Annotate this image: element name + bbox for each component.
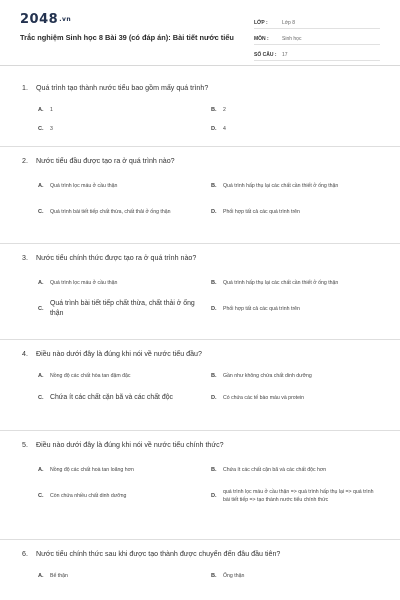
question-header (22, 349, 384, 360)
logo-suffix: .vn (59, 16, 72, 23)
meta-subject (254, 30, 380, 45)
answer-option[interactable] (38, 119, 208, 138)
answer-letter: C. (38, 125, 44, 132)
answer-grid (22, 100, 384, 138)
meta-value: 17 (282, 52, 288, 58)
answer-text: Quá trình bài tiết tiếp chất thừa, chất thải ở ống thận (50, 300, 195, 317)
answer-letter: B. (211, 280, 217, 286)
answer-text: 2 (223, 106, 226, 113)
question-header (22, 156, 384, 167)
question-list (0, 74, 400, 600)
answer-option[interactable] (211, 173, 381, 199)
question-number: 4. (22, 350, 28, 358)
answer-text: Chứa ít các chất cặn bã và các chất độc hơn (223, 467, 327, 473)
answer-option[interactable] (38, 483, 208, 509)
answer-grid (22, 270, 384, 322)
answer-text: Nồng độ các chất hoà tan loãng hơn (50, 467, 134, 473)
answer-letter: D. (211, 306, 217, 312)
quiz-meta (254, 14, 380, 62)
meta-grade (254, 14, 380, 29)
answer-letter: D. (211, 209, 217, 215)
answer-grid (22, 457, 384, 509)
answer-letter: D. (211, 493, 217, 499)
answer-letter: B. (211, 467, 217, 473)
page-header (0, 0, 400, 66)
answer-text: Phối hợp tất cả các quá trình trên (223, 306, 300, 312)
answer-option[interactable] (211, 100, 381, 119)
answer-letter: C. (38, 395, 44, 401)
answer-option[interactable] (211, 119, 381, 138)
answer-text: Quá trình lọc máu ở cầu thận (50, 183, 118, 189)
question-block (0, 431, 400, 540)
question-text: Nước tiểu đầu được tạo ra ở quá trình nào? (36, 157, 175, 165)
question-text: Quá trình tạo thành nước tiểu bao gồm mấy quá trình? (36, 84, 209, 92)
answer-text: Quá trình hấp thụ lại các chất cần thiết ở ống thận (223, 183, 339, 189)
question-block (0, 540, 400, 600)
answer-option[interactable] (38, 457, 208, 483)
answer-option[interactable] (211, 296, 381, 322)
answer-text: Chứa ít các chất cặn bã và các chất độc (50, 394, 173, 401)
answer-option[interactable] (211, 199, 381, 225)
page-title: Trắc nghiệm Sinh học 8 Bài 39 (có đáp án): Bài tiết nước tiểu (20, 33, 234, 42)
question-block (0, 74, 400, 147)
answer-option[interactable] (38, 199, 208, 225)
answer-text: Ống thận (223, 572, 245, 579)
answer-text: 4 (223, 125, 226, 132)
answer-letter: C. (38, 209, 44, 215)
answer-option[interactable] (38, 566, 208, 585)
answer-text: Còn chứa nhiều chất dinh dưỡng (50, 493, 127, 499)
answer-letter: A. (38, 106, 44, 113)
answer-grid (22, 366, 384, 411)
meta-question-count (254, 46, 380, 61)
answer-grid (22, 173, 384, 225)
answer-letter: C. (38, 306, 44, 312)
question-header (22, 440, 384, 451)
answer-option[interactable] (38, 173, 208, 199)
answer-letter: D. (211, 125, 217, 132)
question-number: 6. (22, 550, 28, 558)
answer-option[interactable] (38, 366, 208, 385)
logo-text: 2048 (20, 12, 59, 27)
question-number: 1. (22, 84, 28, 92)
answer-option[interactable] (38, 100, 208, 119)
answer-text: Bể thận (50, 572, 68, 579)
answer-text: quá trình lọc máu ở cầu thận => quá trình hấp thụ lại => quá trình bài tiết tiếp => tạo thành nước tiểu chính thức (223, 489, 374, 503)
answer-text: Phối hợp tất cả các quá trình trên (223, 209, 300, 215)
answer-text: 3 (50, 125, 53, 132)
answer-letter: B. (211, 372, 217, 379)
answer-text: 1 (50, 106, 53, 113)
answer-letter: B. (211, 106, 217, 113)
answer-text: Quá trình bài tiết tiếp chất thừa, chất thải ở ống thận (50, 209, 171, 215)
question-header (22, 83, 384, 94)
meta-label: MÔN : (254, 36, 269, 42)
answer-letter: B. (211, 183, 217, 189)
question-text: Nước tiểu chính thức được tạo ra ở quá trình nào? (36, 254, 197, 262)
answer-text: Quá trình lọc máu ở cầu thận (50, 280, 118, 286)
answer-text: Quá trình hấp thụ lại các chất cần thiết ở ống thận (223, 280, 339, 286)
answer-text: Gần như không chứa chất dinh dưỡng (223, 372, 312, 379)
question-header (22, 253, 384, 264)
answer-letter: C. (38, 493, 44, 499)
question-block (0, 340, 400, 431)
question-text: Nước tiểu chính thức sau khi được tạo thành được chuyển đến đâu đầu tiên? (36, 550, 281, 558)
question-block (0, 244, 400, 340)
answer-text: Có chứa các tế bào máu và protein (223, 395, 305, 401)
answer-option[interactable] (38, 296, 208, 322)
question-text: Điều nào dưới đây là đúng khi nói về nước tiểu chính thức? (36, 441, 224, 449)
answer-option[interactable] (211, 483, 381, 509)
question-text: Điều nào dưới đây là đúng khi nói về nước tiểu đầu? (36, 350, 202, 358)
meta-label: SỐ CÂU : (254, 52, 277, 58)
question-number: 5. (22, 441, 28, 449)
answer-letter: A. (38, 467, 44, 473)
answer-option[interactable] (211, 270, 381, 296)
answer-letter: D. (211, 395, 217, 401)
question-header (22, 549, 384, 560)
answer-option[interactable] (211, 566, 381, 585)
answer-option[interactable] (211, 457, 381, 483)
answer-option[interactable] (38, 385, 208, 411)
meta-value: Sinh học (282, 36, 302, 42)
question-number: 2. (22, 157, 28, 165)
answer-letter: A. (38, 372, 44, 379)
answer-letter: A. (38, 572, 44, 579)
answer-option[interactable] (38, 270, 208, 296)
meta-label: LỚP : (254, 20, 268, 26)
question-block (0, 147, 400, 244)
answer-letter: A. (38, 280, 44, 286)
answer-letter: B. (211, 572, 217, 579)
answer-option[interactable] (211, 385, 381, 411)
answer-grid (22, 566, 384, 585)
answer-letter: A. (38, 183, 44, 189)
answer-option[interactable] (211, 366, 381, 385)
question-number: 3. (22, 254, 28, 262)
meta-value: Lớp 8 (282, 20, 296, 26)
answer-text: Nồng độ các chất hòa tan đậm đặc (50, 372, 131, 379)
